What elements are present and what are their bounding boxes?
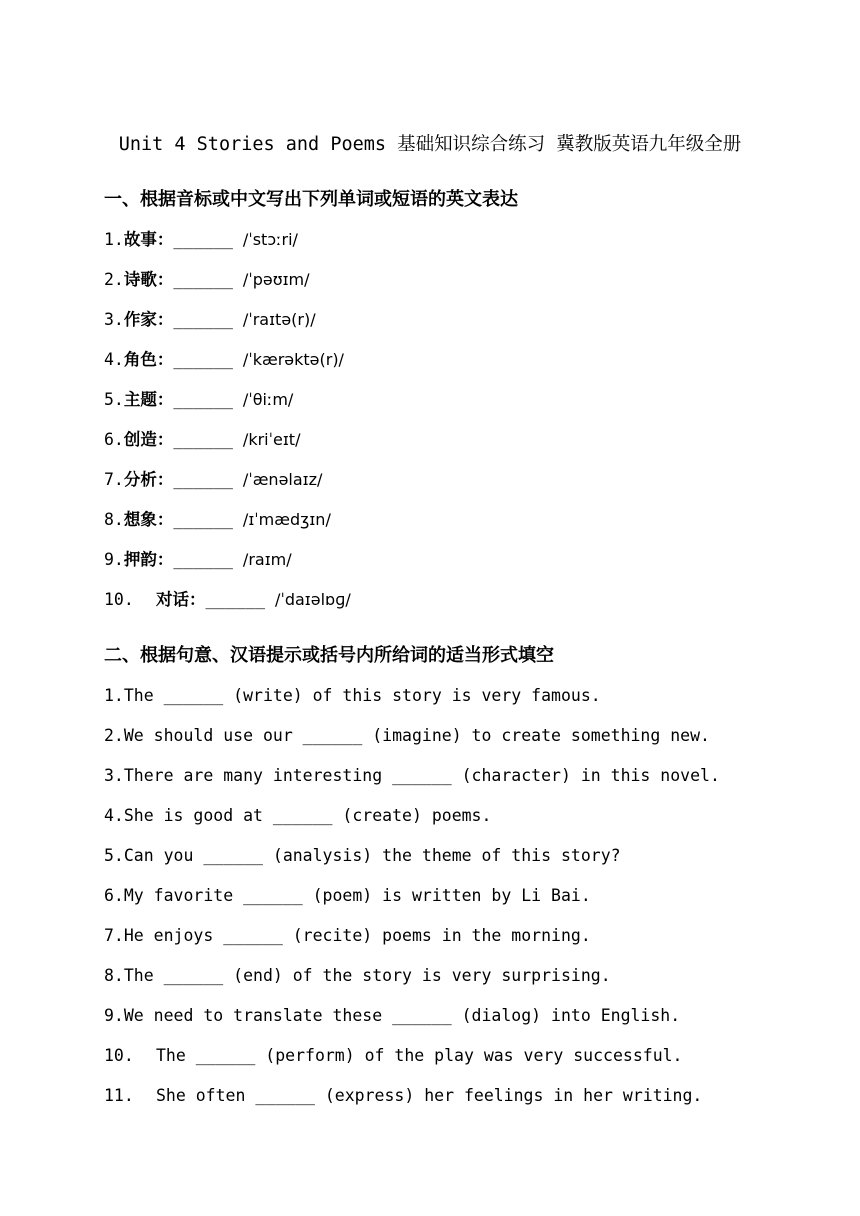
sentence-text: The ______ (write) of this story is very famous. (123, 686, 601, 705)
vocab-item (104, 348, 344, 372)
chinese-prompt: 作家： (123, 310, 174, 329)
chinese-prompt: 故事： (123, 230, 174, 249)
vocab-item (104, 548, 292, 572)
phonetic: /ˈdaɪəlɒɡ/ (275, 590, 351, 609)
answer-blank: ______ (173, 310, 233, 329)
answer-blank: ______ (205, 590, 266, 609)
item-number: 1. (104, 230, 124, 249)
chinese-prompt: 诗歌： (123, 270, 174, 289)
vocab-item (104, 308, 316, 332)
sentence-item (104, 1084, 702, 1108)
sentence-text: She is good at ______ (create) poems. (123, 806, 492, 825)
item-number: 4. (104, 806, 124, 825)
sentence-text: My favorite ______ (poem) is written by Li Bai. (123, 886, 591, 905)
vocab-item (104, 428, 300, 452)
sentence-text: We need to translate these ______ (dialog) into English. (123, 1006, 681, 1025)
sentence-text: The ______ (perform) of the play was very successful. (156, 1046, 683, 1065)
answer-blank: ______ (173, 230, 233, 249)
answer-blank: ______ (173, 510, 233, 529)
vocab-item (104, 508, 331, 532)
sentence-item (104, 764, 720, 788)
item-number: 2. (104, 726, 124, 745)
vocab-item (104, 468, 322, 492)
vocab-item (104, 388, 293, 412)
answer-blank: ______ (173, 350, 233, 369)
sentence-item (104, 1004, 680, 1028)
item-number: 11. (104, 1086, 134, 1105)
chinese-prompt: 分析： (123, 470, 174, 489)
chinese-prompt: 创造： (123, 430, 174, 449)
answer-blank: ______ (173, 550, 233, 569)
item-number: 8. (104, 510, 124, 529)
chinese-prompt: 主题： (123, 390, 174, 409)
answer-blank: ______ (173, 430, 233, 449)
phonetic: /ˈkærəktə(r)/ (242, 350, 344, 369)
chinese-prompt: 角色： (123, 350, 174, 369)
item-number: 5. (104, 390, 124, 409)
vocab-item (104, 588, 351, 612)
sentence-item (104, 724, 710, 748)
section-2-heading: 二、根据句意、汉语提示或括号内所给词的适当形式填空 (104, 645, 554, 666)
sentence-item (104, 924, 591, 948)
phonetic: /kriˈeɪt/ (242, 430, 301, 449)
item-number: 3. (104, 310, 124, 329)
item-number: 10. (104, 1046, 134, 1065)
item-number: 8. (104, 966, 124, 985)
sentence-text: She often ______ (express) her feelings in her writing. (156, 1086, 703, 1105)
vocab-item (104, 228, 298, 252)
sentence-item (104, 1044, 683, 1068)
item-number: 2. (104, 270, 124, 289)
sentence-text: We should use our ______ (imagine) to create something new. (123, 726, 710, 745)
section-1-heading: 一、根据音标或中文写出下列单词或短语的英文表达 (104, 189, 518, 210)
item-number: 5. (104, 846, 124, 865)
sentence-item (104, 844, 621, 868)
sentence-text: The ______ (end) of the story is very surprising. (123, 966, 611, 985)
item-number: 3. (104, 766, 124, 785)
sentence-item (104, 804, 491, 828)
item-number: 6. (104, 430, 124, 449)
sentence-text: He enjoys ______ (recite) poems in the morning. (123, 926, 591, 945)
answer-blank: ______ (173, 470, 233, 489)
item-number: 7. (104, 926, 124, 945)
phonetic: /ˈænəlaɪz/ (242, 470, 323, 489)
item-number: 7. (104, 470, 124, 489)
item-number: 6. (104, 886, 124, 905)
sentence-text: There are many interesting ______ (character) in this novel. (123, 766, 720, 785)
phonetic: /ˈpəʊɪm/ (242, 270, 310, 289)
phonetic: /ˈraɪtə(r)/ (242, 310, 316, 329)
document-title: Unit 4 Stories and Poems 基础知识综合练习 冀教版英语九年级全册 (118, 134, 742, 155)
answer-blank: ______ (173, 270, 233, 289)
chinese-prompt: 对话： (156, 590, 206, 609)
chinese-prompt: 想象： (123, 510, 174, 529)
item-number: 9. (104, 1006, 124, 1025)
sentence-item (104, 684, 601, 708)
phonetic: /ˈstɔːri/ (242, 230, 298, 249)
item-number: 1. (104, 686, 124, 705)
phonetic: /raɪm/ (242, 550, 292, 569)
item-number: 10. (104, 590, 134, 609)
phonetic: /ɪˈmædʒɪn/ (242, 510, 331, 529)
item-number: 4. (104, 350, 124, 369)
phonetic: /ˈθiːm/ (242, 390, 294, 409)
chinese-prompt: 押韵： (123, 550, 174, 569)
sentence-item (104, 964, 611, 988)
item-number: 9. (104, 550, 124, 569)
sentence-item (104, 884, 591, 908)
sentence-text: Can you ______ (analysis) the theme of this story? (123, 846, 621, 865)
answer-blank: ______ (173, 390, 233, 409)
vocab-item (104, 268, 310, 292)
